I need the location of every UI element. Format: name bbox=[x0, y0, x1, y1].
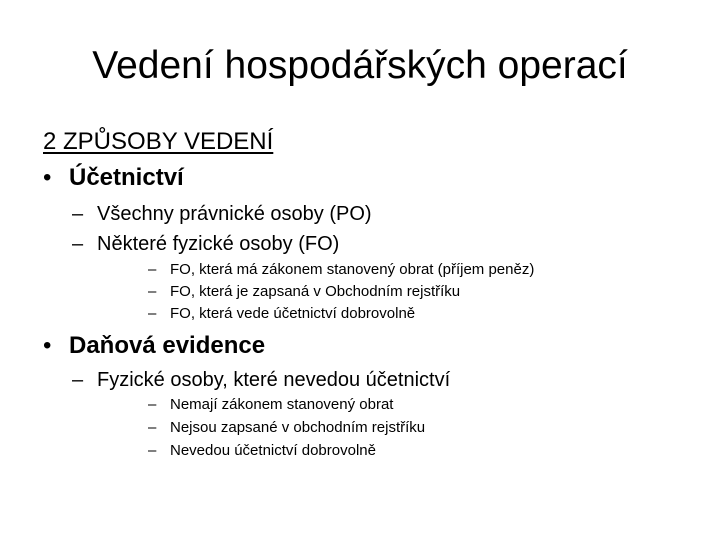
sub-list-item bbox=[148, 395, 393, 415]
dash-icon: – bbox=[148, 261, 157, 278]
list-item-text: Všechny právnické osoby (PO) bbox=[97, 203, 372, 225]
bullet-icon: • bbox=[43, 332, 52, 359]
bullet-danova-evidence bbox=[43, 331, 265, 361]
sub-list-item-text: Nejsou zapsané v obchodním rejstříku bbox=[170, 419, 426, 436]
dash-icon: – bbox=[72, 233, 84, 255]
list-item bbox=[72, 367, 450, 393]
dash-icon: – bbox=[148, 283, 157, 300]
sub-list-item-text: FO, která je zapsaná v Obchodním rejstříku bbox=[170, 283, 461, 300]
sub-list-item-text: FO, která vede účetnictví dobrovolně bbox=[170, 305, 416, 322]
bullet-label: Daňová evidence bbox=[69, 332, 266, 359]
list-item-text: Fyzické osoby, které nevedou účetnictví bbox=[97, 369, 451, 391]
sub-list-item-text: FO, která má zákonem stanovený obrat (příjem peněz) bbox=[170, 261, 535, 278]
bullet-ucetnictvi bbox=[43, 163, 184, 193]
slide-title: Vedení hospodářských operací bbox=[92, 44, 628, 87]
bullet-icon: • bbox=[43, 164, 52, 191]
dash-icon: – bbox=[148, 419, 157, 436]
sub-list-item bbox=[148, 260, 534, 280]
section-heading: 2 ZPŮSOBY VEDENÍ bbox=[43, 128, 274, 155]
list-item bbox=[72, 231, 339, 257]
dash-icon: – bbox=[72, 369, 84, 391]
bullet-label: Účetnictví bbox=[69, 164, 184, 191]
sub-list-item-text: Nevedou účetnictví dobrovolně bbox=[170, 442, 376, 459]
sub-list-item bbox=[148, 304, 415, 324]
sub-list-item bbox=[148, 441, 376, 461]
sub-list-item-text: Nemají zákonem stanovený obrat bbox=[170, 396, 394, 413]
sub-list-item bbox=[148, 418, 425, 438]
sub-list-item bbox=[148, 282, 460, 302]
list-item bbox=[72, 201, 372, 227]
dash-icon: – bbox=[148, 442, 157, 459]
dash-icon: – bbox=[148, 305, 157, 322]
dash-icon: – bbox=[72, 203, 84, 225]
dash-icon: – bbox=[148, 396, 157, 413]
list-item-text: Některé fyzické osoby (FO) bbox=[97, 233, 340, 255]
